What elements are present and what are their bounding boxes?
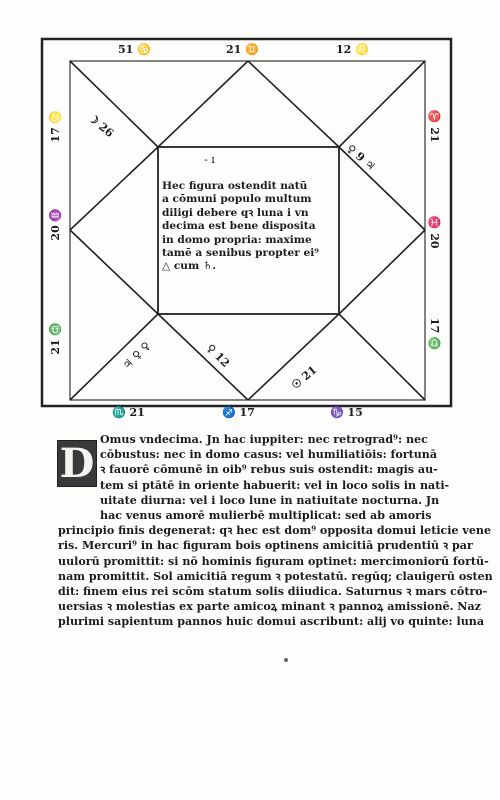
top-left-cusp: 51 ♋ [118,43,151,56]
top-right-cusp: 12 ♌ [336,43,369,56]
chart-diamond-line [158,61,248,147]
body-line: plurimi sapientum pannos huic domui ascribunt: alij vo quinte: luna [58,615,485,629]
center-line: in domo propria: maxime [162,233,312,246]
chart-diamond-line [158,314,248,400]
body-line: uulorū promittit: si nō hominis figuram optinet: mercimoniorū fortū- [58,554,489,568]
chart-diamond-line [339,230,425,314]
body-line: nam promittit. Sol amicitiā regum ꝛ potestatū. regūq; clauigerū osten [58,569,493,583]
right-mid-cusp: ♓ 20 [428,216,441,249]
chart-diamond-line [70,147,158,230]
center-line: decima est bene disposita [162,220,316,233]
body-line: dit: finem eius rei scōm statum solis diiudica. Saturnus ꝛ mars cōtro- [58,585,488,599]
right-lower-cusp: 17 ♎ [428,318,441,351]
bottom-left-cusp: ♏ 21 [112,406,145,419]
body-line: uersias ꝛ molestias ex parte amicoꝝ minant ꝛ pannoꝝ amissionē. Naz [58,600,481,614]
lower-left-glyphs: ♃ ♀ ♀ [119,339,153,373]
chart-diagonal [70,61,158,147]
bottom-mid-cusp: ♐ 17 [222,406,255,419]
center-line: tamē a senibus propter ei⁹ [162,247,319,260]
center-line: Hec figura ostendit natū [162,180,308,192]
left-upper-cusp: 17 ♌ [49,110,62,143]
center-line: a cōmuni populo multum [162,193,312,206]
chart-diagonal [339,61,425,147]
body-line: hac venus amorē mulierbē multiplicat: sed ab amoris [100,509,432,523]
lower-mid-glyphs: ♀ 12 [203,341,233,370]
left-lower-cusp: 21 ♎ [49,322,62,355]
center-line: △ cum ♄. [162,260,217,273]
moon-glyph: ☽ 26 [85,111,117,140]
chart-diamond-line [70,230,158,314]
body-line: principio finis degenerat: qꝛ hec est dom⁹ opposita domui leticie vene [58,524,492,538]
body-line: uitate diurna: vel i loco lune in natiuitate nocturna. Jn [100,493,440,507]
chart-center-text [162,180,334,274]
body-line: ris. Mercuri⁹ in hac figuram bois optinens amicitiā prudentiū ꝛ par [58,539,473,553]
sol-glyph: ☉ 21 [288,363,320,392]
ink-speck [284,658,288,662]
chart-diamond-line [248,61,339,147]
initial-letter: D [59,439,95,487]
body-line: Omus vndecima. Jn hac iuppiter: nec retrograd⁹: nec [100,433,428,446]
chart-diamond-line [339,147,425,230]
body-line: ꝛ fauorē cōmunē in oib⁹ rebus suis ostendit: magis au- [100,463,438,477]
chart-diagonal [339,314,425,400]
bottom-right-cusp: ♑ 15 [330,406,363,419]
left-mid-cusp: 20 ♒ [49,208,62,241]
chart-diagonal [70,314,158,400]
right-upper-cusp: ♈ 21 [428,110,441,143]
center-top-marks: - ı [204,153,215,166]
venus-jupiter-glyphs: ♀ 9 ♃ [344,141,378,174]
body-paragraph [58,432,493,630]
center-line: diligi debere qꝛ luna i vn [162,206,309,219]
body-line: tem si ptātē in oriente habuerit: vel in loco solis in nati- [100,478,450,492]
body-line: cōbustus: nec in domo casus: vel humiliatiōis: fortunā [100,448,438,462]
top-mid-cusp: 21 ♊ [226,43,259,56]
